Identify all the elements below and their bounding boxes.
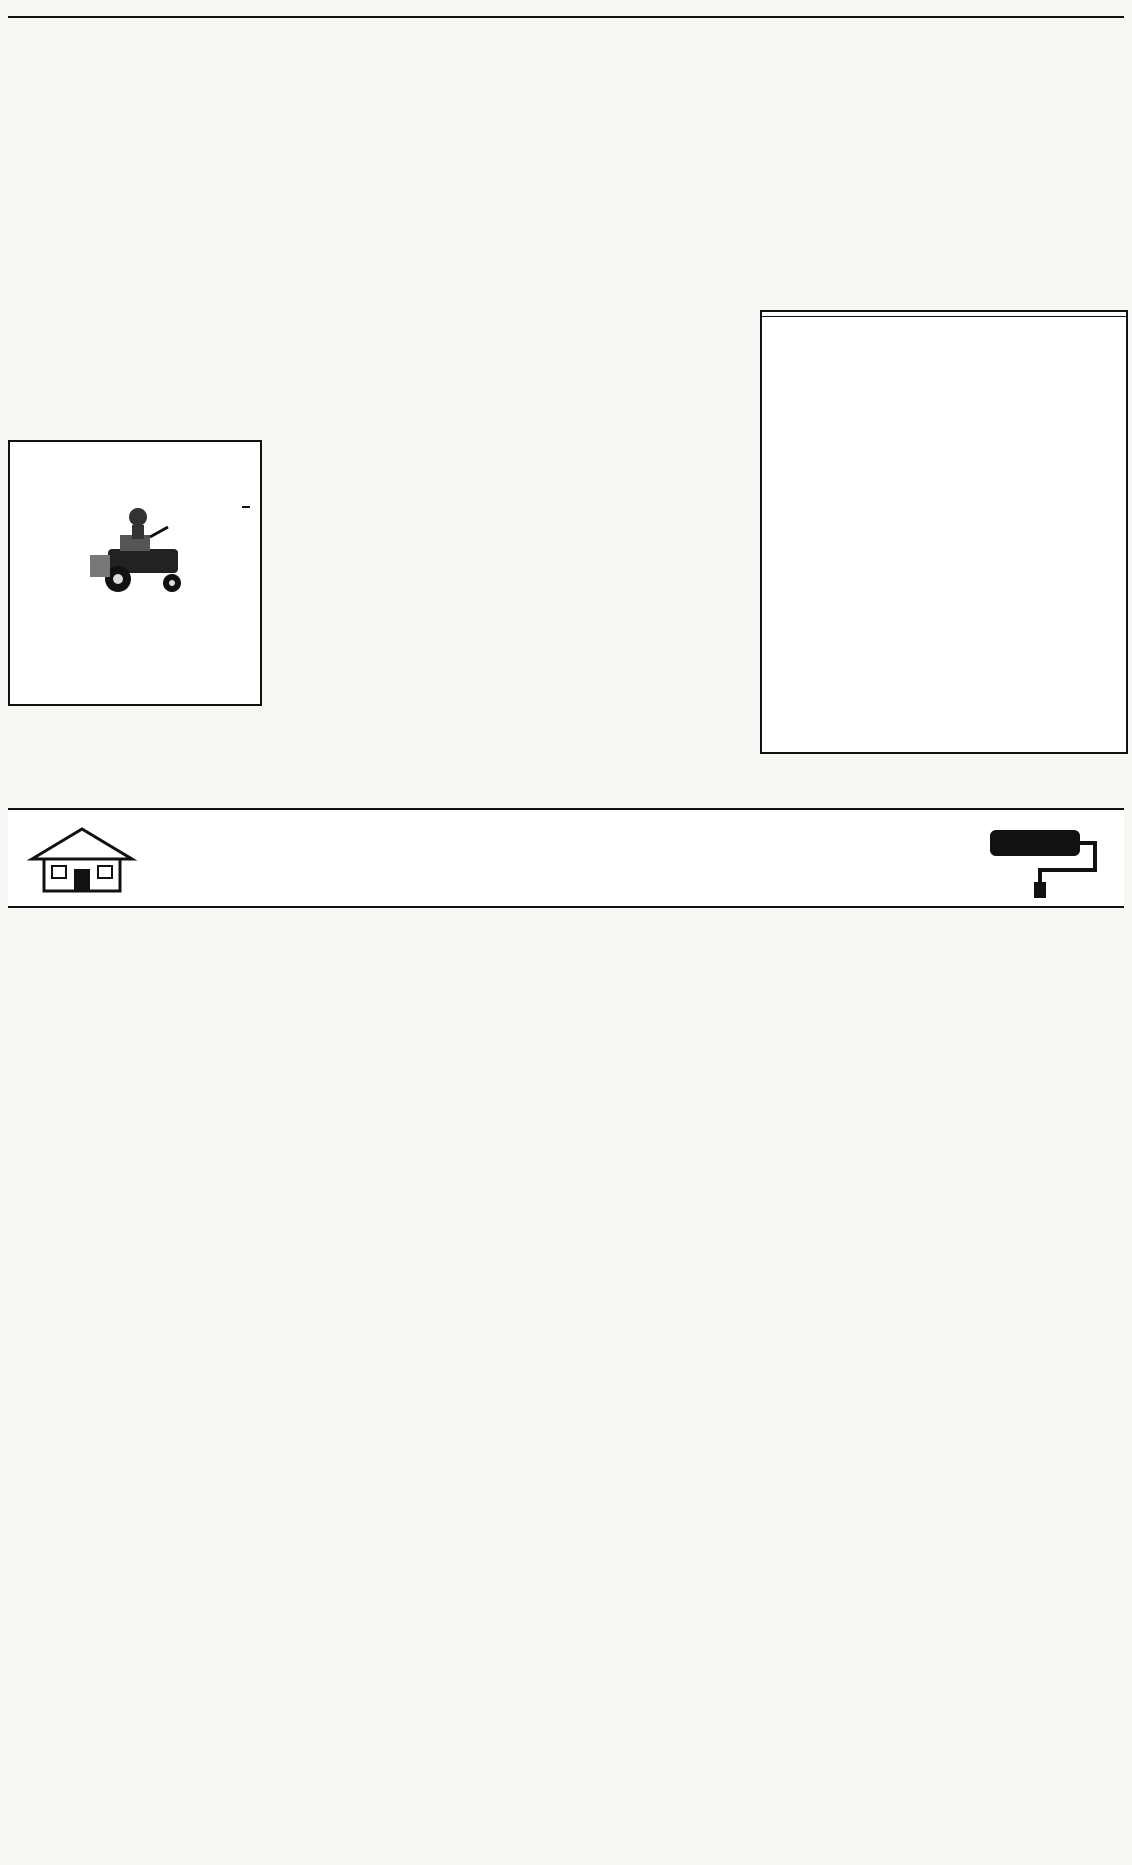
bagger-ad (8, 440, 262, 706)
junk-header (762, 312, 1126, 317)
rider-mower-icon (90, 497, 200, 602)
service-guide-columns (8, 910, 1124, 1845)
home-service-guide-banner (8, 808, 1124, 908)
bagger-address (10, 693, 260, 715)
house-icon (22, 824, 142, 894)
top-rule (8, 16, 1124, 18)
page-folio (8, 2, 148, 14)
junk-sale-ad (760, 310, 1128, 754)
paint-roller-icon (970, 820, 1110, 900)
case-logo (242, 506, 250, 508)
